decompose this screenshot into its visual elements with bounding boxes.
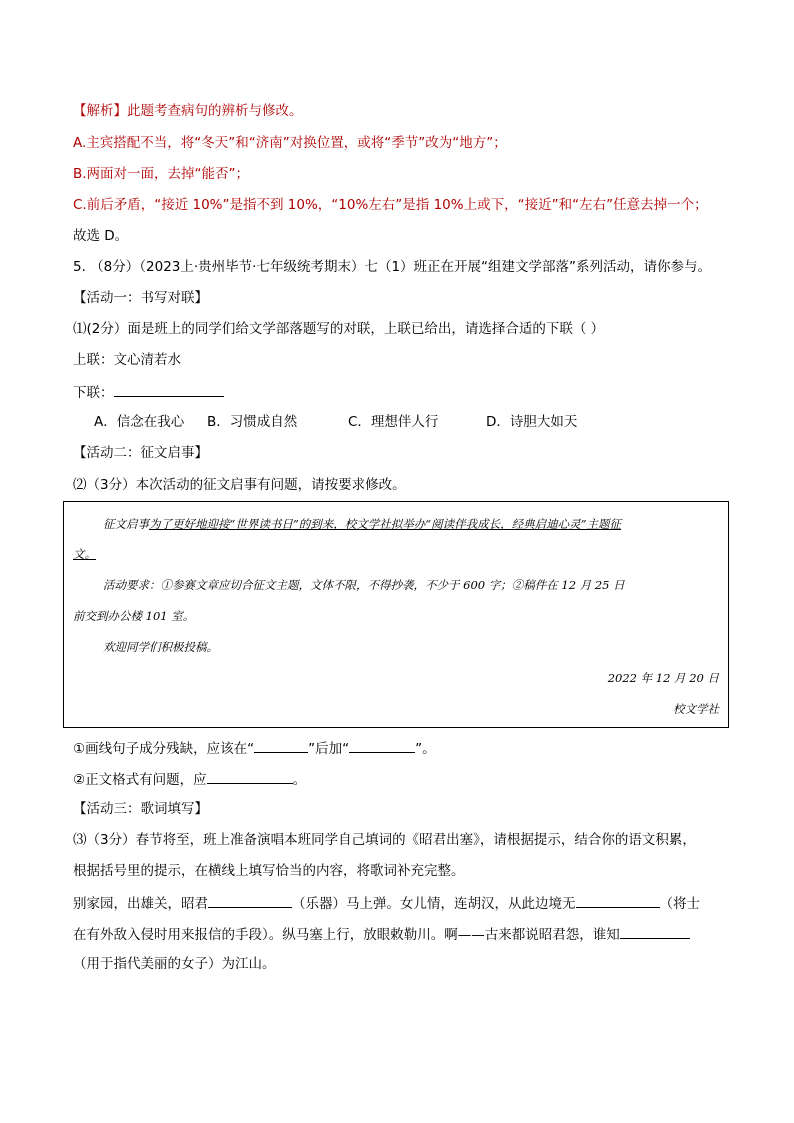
item-1-blank-1[interactable] xyxy=(254,738,308,753)
lyric-line-1 xyxy=(73,893,700,913)
notice-requirements-2: 前交到办公楼 101 室。 xyxy=(73,609,195,623)
activity-2-title: 【活动二：征文启事】 xyxy=(73,445,208,461)
item-1-text-c: ”。 xyxy=(415,741,436,757)
notice-welcome: 欢迎同学们积极投稿。 xyxy=(103,640,218,654)
sub-question-2-item-1 xyxy=(73,738,436,758)
analysis-option-b: B.两面对一面，去掉“能否”； xyxy=(73,166,250,182)
sub-question-3-prompt-2: 根据括号里的提示，在横线上填写恰当的内容，将歌词补充完整。 xyxy=(73,863,465,879)
analysis-intro-line xyxy=(73,102,303,120)
option-a[interactable]: A．信念在我心 xyxy=(94,414,185,430)
activity-1-title: 【活动一：书写对联】 xyxy=(73,290,208,306)
question-5-header: 5. （8分）（2023上·贵州毕节·七年级统考期末）七（1）班正在开展“组建文学部落”系列活动，请你参与。 xyxy=(73,259,712,275)
item-1-blank-2[interactable] xyxy=(349,738,415,753)
lyric-line-3: （用于指代美丽的女子）为江山。 xyxy=(73,956,276,972)
lower-couplet-line xyxy=(73,382,224,402)
notice-underlined-sentence: 为了更好地迎接“世界读书日”的到来，校文学社拟举办“阅读伴我成长，经典启迪心灵”主题征 xyxy=(149,517,622,531)
analysis-conclusion: 故选 D。 xyxy=(73,228,129,244)
lyric-blank-beauty[interactable] xyxy=(620,924,690,939)
item-2-text-a: ②正文格式有问题，应 xyxy=(73,772,207,788)
lyric-1-text-b: （乐器）马上弹。女儿情，连胡汉，从此边境无 xyxy=(292,896,576,912)
lyric-1-text-c: （将士 xyxy=(659,896,700,912)
analysis-tag: 【解析】 xyxy=(73,103,127,119)
analysis-intro: 此题考查病句的辨析与修改。 xyxy=(127,103,303,119)
notice-line-2: 文。 xyxy=(73,547,96,561)
lyric-blank-signal[interactable] xyxy=(576,893,660,908)
sub-question-2-item-2 xyxy=(73,769,306,789)
lyric-2-text-a: 在有外敌入侵时用来报信的手段）。纵马塞上行，放眼敕勒川。啊——古来都说昭君怨，谁知 xyxy=(73,927,620,943)
notice-line-1 xyxy=(103,516,621,532)
lyric-blank-instrument[interactable] xyxy=(208,893,292,908)
option-c[interactable]: C．理想伴人行 xyxy=(348,414,439,430)
lyric-1-text-a: 别家园，出雄关，昭君 xyxy=(73,896,208,912)
item-2-text-b: 。 xyxy=(292,772,307,788)
lower-couplet-label: 下联： xyxy=(73,385,114,401)
notice-requirements-1: 活动要求：①参赛文章应切合征文主题，文体不限，不得抄袭，不少于 600 字；②稿件在 12 月 25 日 xyxy=(103,578,625,592)
notice-signature: 校文学社 xyxy=(673,702,719,716)
lower-couplet-blank[interactable] xyxy=(114,382,224,397)
option-d[interactable]: D．诗胆大如天 xyxy=(486,414,578,430)
item-2-blank[interactable] xyxy=(207,769,293,784)
sub-question-2-prompt: ⑵（3分）本次活动的征文启事有问题，请按要求修改。 xyxy=(73,477,406,493)
lyric-line-2 xyxy=(73,924,690,944)
option-b[interactable]: B．习惯成自然 xyxy=(207,414,298,430)
notice-box xyxy=(63,501,729,728)
upper-couplet: 上联：文心清若水 xyxy=(73,352,181,368)
activity-3-title: 【活动三：歌词填写】 xyxy=(73,801,208,817)
notice-title: 征文启事 xyxy=(103,517,149,531)
item-1-text-a: ①画线句子成分残缺，应该在“ xyxy=(73,741,255,757)
analysis-option-a: A.主宾搭配不当，将“冬天”和“济南”对换位置，或将“季节”改为“地方”； xyxy=(73,135,507,151)
notice-date: 2022 年 12 月 20 日 xyxy=(607,671,719,685)
analysis-option-c: C.前后矛盾，“接近 10%”是指不到 10%，“10%左右”是指 10%上或下，“接近”和“左右”任意去掉一个； xyxy=(73,197,708,213)
item-1-text-b: ”后加“ xyxy=(308,741,350,757)
sub-question-3-prompt-1: ⑶（3分）春节将至，班上准备演唱本班同学自己填词的《昭君出塞》，请根据提示，结合你的语文积累， xyxy=(73,832,696,848)
sub-question-1-prompt: ⑴(2分）面是班上的同学们给文学部落题写的对联，上联已给出，请选择合适的下联（ ） xyxy=(73,321,605,337)
